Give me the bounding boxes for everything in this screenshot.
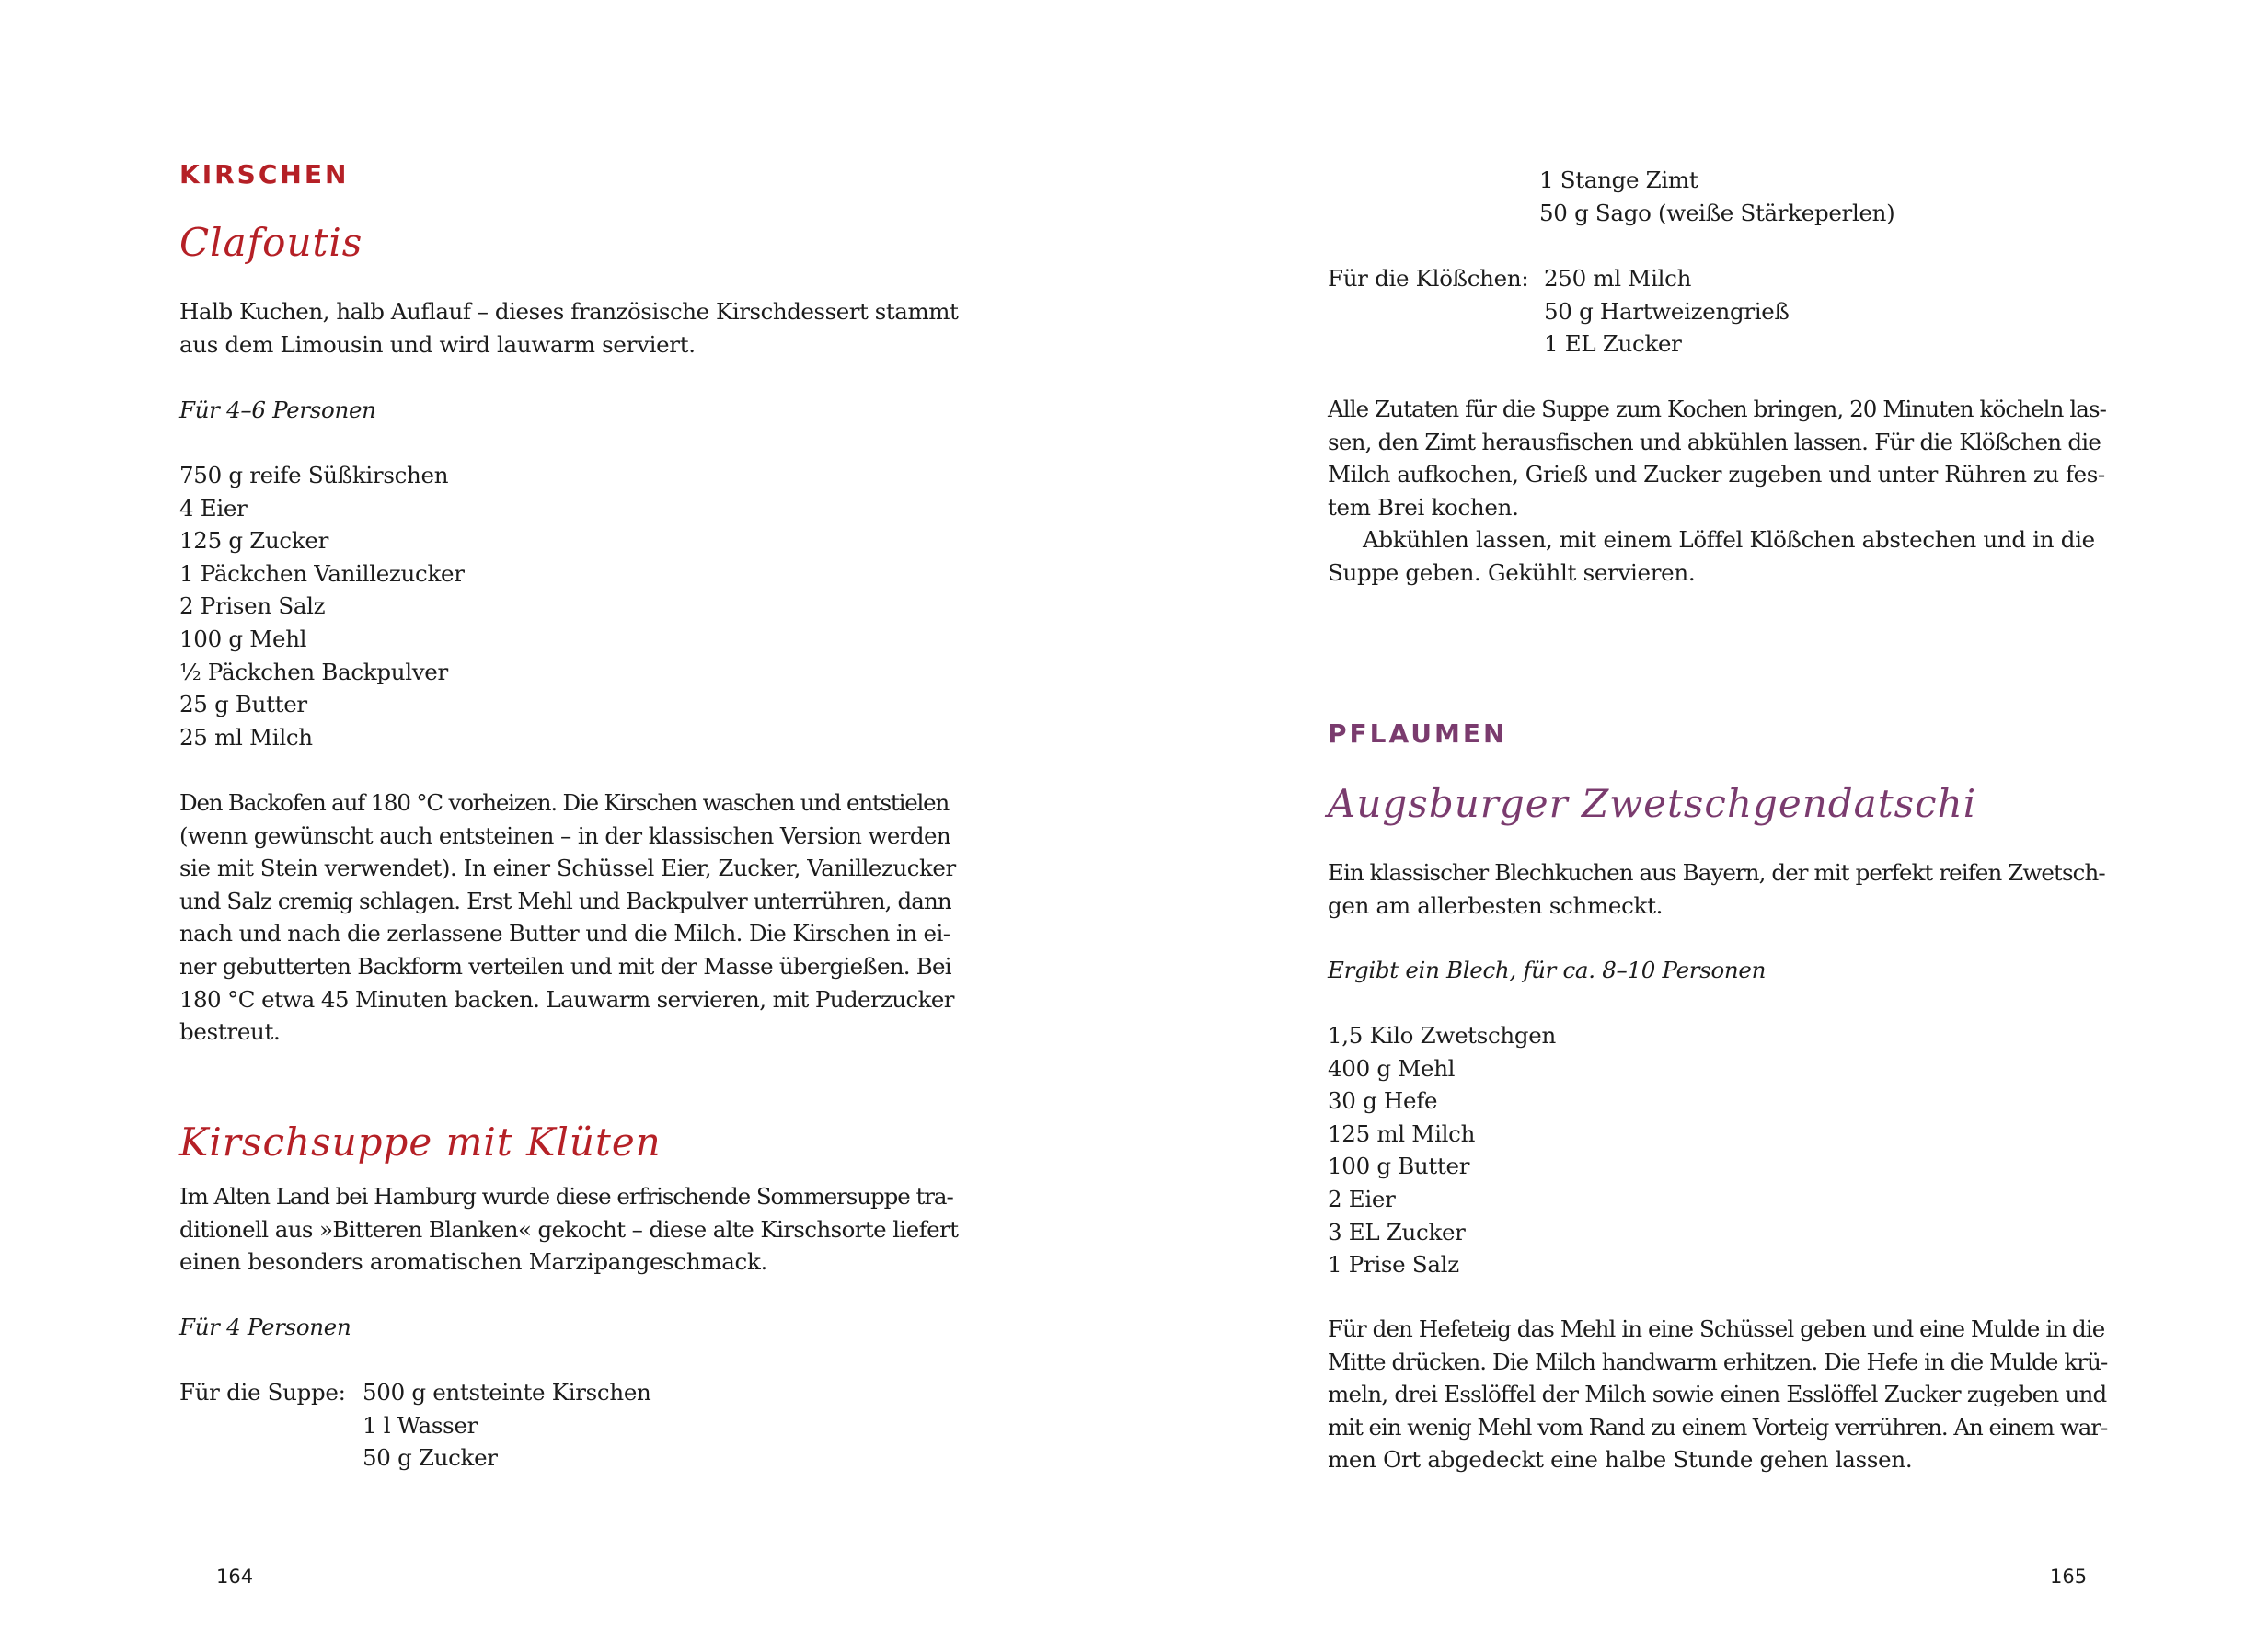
ingredient-item: 500 g entsteinte Kirschen: [363, 1379, 651, 1406]
text-line: Im Alten Land bei Hamburg wurde diese erfrischende Sommersuppe tra-: [179, 1183, 953, 1210]
text-line: ditionell aus »Bitteren Blanken« gekocht – diese alte Kirschsorte liefert: [179, 1215, 959, 1243]
ingredient-item: 25 g Butter: [179, 691, 307, 718]
ingredient-item: 2 Eier: [1328, 1185, 1396, 1212]
ingredient-item: 2 Prisen Salz: [179, 592, 326, 620]
text-line: Alle Zutaten für die Suppe zum Kochen bringen, 20 Minuten köcheln las-: [1328, 396, 2107, 422]
recipe-title-zwetschgendatschi: Augsburger Zwetschgendatschi: [1328, 781, 1977, 826]
section-label-kirschen: KIRSCHEN: [179, 159, 350, 189]
text-line: Mitte drücken. Die Milch handwarm erhitzen. Die Hefe in die Mulde krü-: [1328, 1348, 2108, 1375]
text-line: men Ort abgedeckt eine halbe Stunde gehen lassen.: [1328, 1446, 1913, 1474]
zwetschgendatschi-serves: Ergibt ein Blech, für ca. 8–10 Personen: [1328, 957, 1767, 983]
text-line: sie mit Stein verwendet). In einer Schüssel Eier, Zucker, Vanillezucker: [179, 855, 956, 882]
ingredient-item: 50 g Zucker: [363, 1444, 498, 1472]
ingredient-item: 1 Stange Zimt: [1539, 166, 1698, 193]
section-label-pflaumen: PFLAUMEN: [1328, 718, 1508, 749]
text-line: tem Brei kochen.: [1328, 493, 1519, 521]
ingredient-item: 125 g Zucker: [179, 527, 329, 555]
soup-ingredients-continued: [1539, 164, 1894, 229]
recipe-title-clafoutis: Clafoutis: [179, 220, 363, 265]
text-line: mit ein wenig Mehl vom Rand zu einem Vorteig verrühren. An einem war-: [1328, 1413, 2108, 1441]
ingredient-item: 1,5 Kilo Zwetschgen: [1328, 1022, 1556, 1049]
clafoutis-ingredients: [179, 459, 465, 753]
soup-label: Für die Suppe:: [179, 1379, 346, 1406]
right-page: [1134, 0, 2268, 1630]
ingredient-item: 1 l Wasser: [363, 1411, 478, 1439]
clafoutis-method: [179, 786, 958, 1049]
page-number-right: 165: [2050, 1566, 2088, 1588]
ingredient-item: 50 g Hartweizengrieß: [1544, 297, 1790, 325]
kirschsuppe-method: [1328, 393, 2108, 590]
ingredient-item: 400 g Mehl: [1328, 1054, 1456, 1082]
dumplings-label: Für die Klößchen:: [1328, 265, 1529, 292]
ingredient-item: 750 g reife Süßkirschen: [179, 462, 449, 488]
text-line: Milch aufkochen, Grieß und Zucker zugeben und unter Rühren zu fes-: [1328, 461, 2105, 488]
ingredient-item: 1 EL Zucker: [1544, 330, 1682, 358]
text-line: gen am allerbesten schmeckt.: [1328, 891, 1664, 919]
text-line: Ein klassischer Blechkuchen aus Bayern, der mit perfekt reifen Zwetsch-: [1328, 859, 2105, 886]
page-number-left: 164: [216, 1566, 254, 1588]
ingredient-item: 4 Eier: [179, 494, 248, 522]
kirschsuppe-intro: [179, 1180, 958, 1279]
ingredient-item: 30 g Hefe: [1328, 1087, 1438, 1115]
ingredient-item: 1 Päckchen Vanillezucker: [179, 559, 465, 587]
ingredient-item: 1 Prise Salz: [1328, 1251, 1459, 1279]
ingredient-item: 50 g Sago (weiße Stärkeperlen): [1539, 199, 1895, 226]
text-line: sen, den Zimt herausfischen und abkühlen lassen. Für die Klößchen die: [1328, 428, 2101, 455]
zwetschgendatschi-ingredients: [1328, 1019, 1556, 1281]
text-line: bestreut.: [179, 1018, 281, 1046]
text-line: Abkühlen lassen, mit einem Löffel Klößchen abstechen und in die: [1363, 526, 2095, 554]
text-line: Für den Hefeteig das Mehl in eine Schüssel geben und eine Mulde in die: [1328, 1315, 2105, 1342]
text-line: und Salz cremig schlagen. Erst Mehl und Backpulver unterrühren, dann: [179, 887, 951, 914]
ingredient-item: 250 ml Milch: [1544, 265, 1692, 292]
text-line: aus dem Limousin und wird lauwarm serviert.: [179, 330, 696, 358]
dumpling-ingredients: [1328, 262, 1972, 363]
ingredient-item: 25 ml Milch: [179, 723, 313, 751]
text-line: ner gebutterten Backform verteilen und mit der Masse übergießen. Bei: [179, 952, 951, 980]
clafoutis-intro: [179, 295, 958, 361]
ingredient-item: 100 g Butter: [1328, 1153, 1470, 1180]
text-line: einen besonders aromatischen Marzipangeschmack.: [179, 1248, 768, 1276]
kirschsuppe-soup-ingredients: [179, 1376, 823, 1477]
text-line: Halb Kuchen, halb Auflauf – dieses französische Kirschdessert stammt: [179, 298, 959, 325]
text-line: (wenn gewünscht auch entsteinen – in der klassischen Version werden: [179, 821, 951, 849]
text-line: Den Backofen auf 180 °C vorheizen. Die Kirschen waschen und entstielen: [179, 789, 950, 816]
ingredient-item: 125 ml Milch: [1328, 1119, 1476, 1147]
text-line: Suppe geben. Gekühlt servieren.: [1328, 558, 1696, 586]
recipe-title-kirschsuppe: Kirschsuppe mit Klüten: [179, 1119, 662, 1165]
zwetschgendatschi-intro: [1328, 856, 2108, 922]
text-line: nach und nach die zerlassene Butter und die Milch. Die Kirschen in ei-: [179, 920, 950, 947]
kirschsuppe-serves: Für 4 Personen: [179, 1314, 351, 1340]
ingredient-item: ½ Päckchen Backpulver: [179, 658, 448, 685]
ingredient-item: 100 g Mehl: [179, 625, 307, 652]
ingredient-item: 3 EL Zucker: [1328, 1218, 1466, 1245]
text-line: meln, drei Esslöffel der Milch sowie einen Esslöffel Zucker zugeben und: [1328, 1381, 2107, 1408]
zwetschgendatschi-method: [1328, 1313, 2108, 1476]
clafoutis-serves: Für 4–6 Personen: [179, 396, 376, 423]
text-line: 180 °C etwa 45 Minuten backen. Lauwarm servieren, mit Puderzucker: [179, 985, 954, 1013]
